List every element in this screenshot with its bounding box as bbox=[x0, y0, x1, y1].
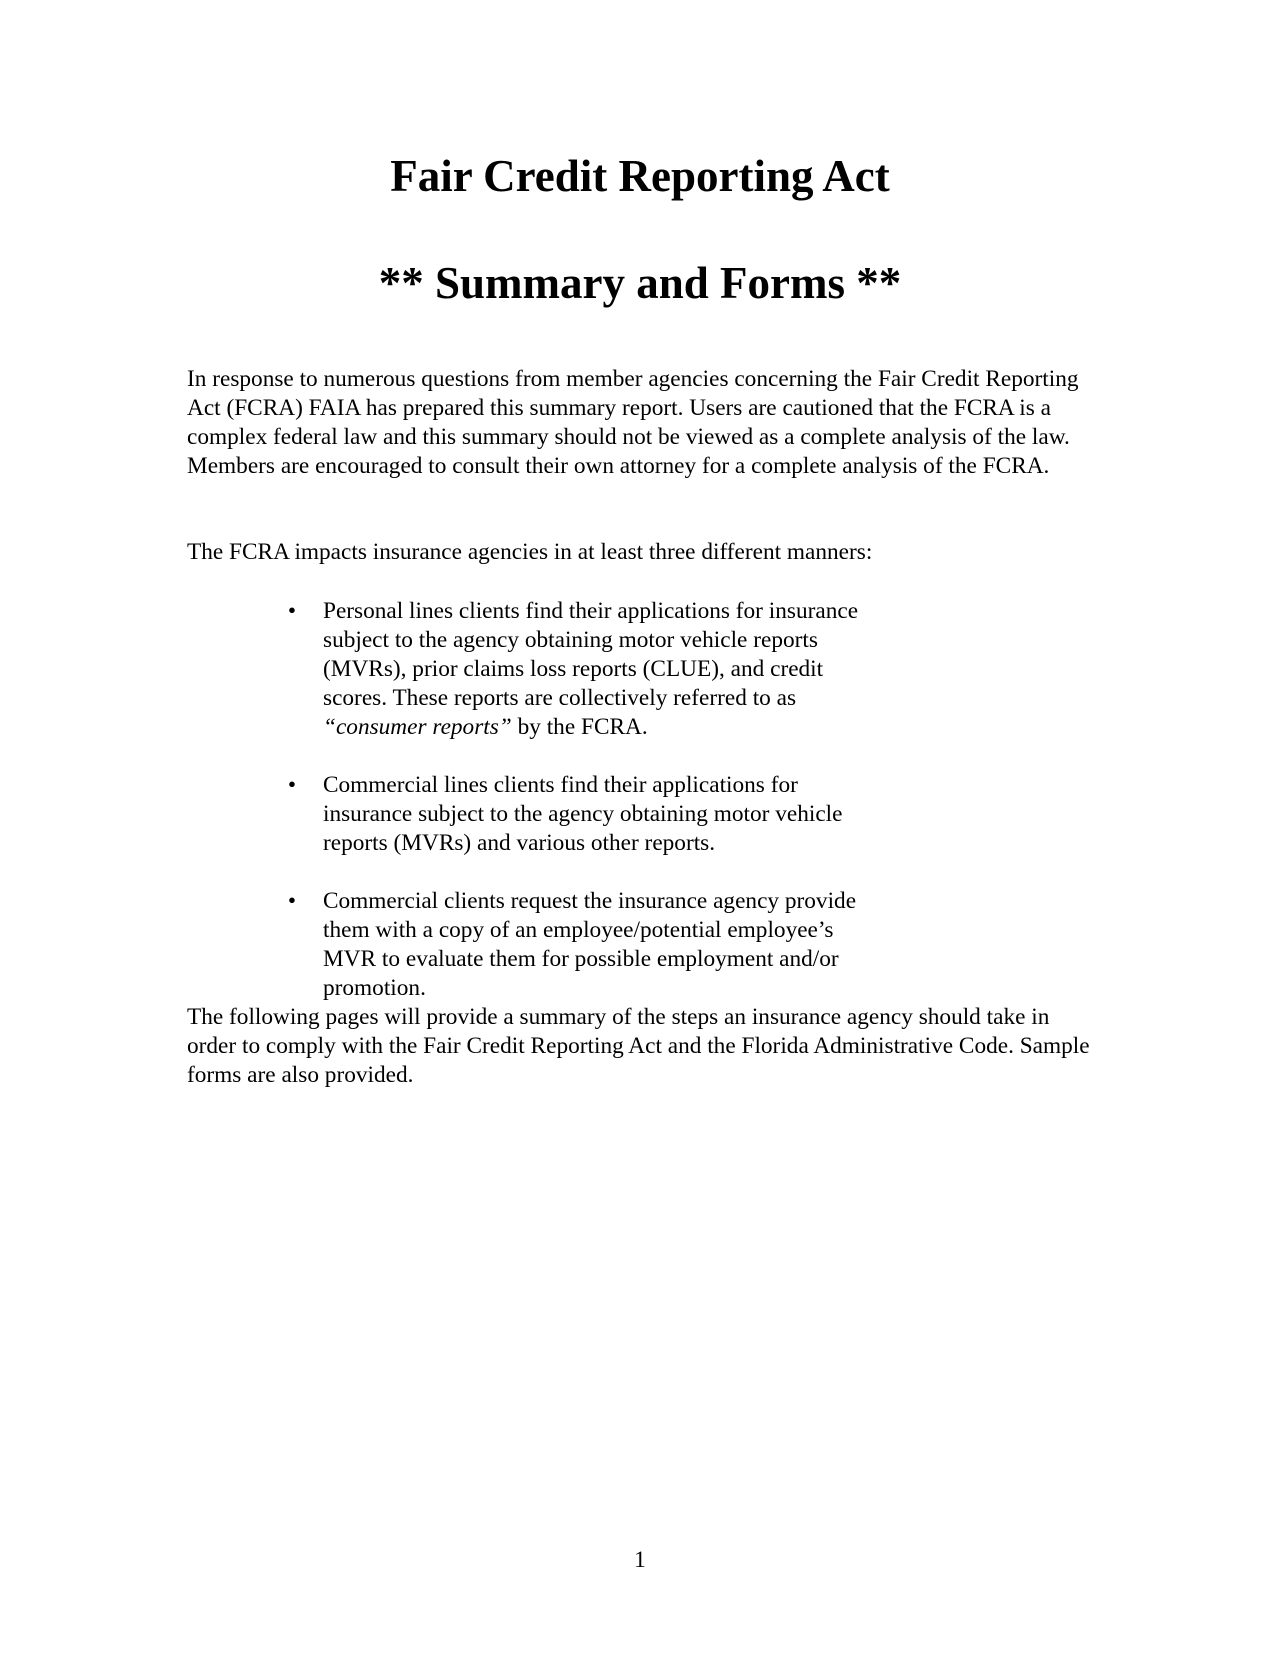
bullet-icon: • bbox=[287, 888, 297, 914]
page-number: 1 bbox=[634, 1547, 646, 1573]
list-item-text-end: by the FCRA. bbox=[511, 714, 648, 740]
list-item-text: Commercial lines clients find their applications for insurance subject to the agency obtaining motor vehicle reports (MVRs) and various other reports. bbox=[323, 772, 843, 856]
bullet-icon: • bbox=[287, 598, 297, 624]
lead-paragraph: The FCRA impacts insurance agencies in at least three different manners: bbox=[187, 539, 873, 565]
list-item bbox=[187, 771, 883, 858]
list-item-emphasis: “consumer reports” bbox=[323, 714, 512, 740]
list-item-text: Personal lines clients find their applications for insurance subject to the agency obtaining motor vehicle reports (MVRs), prior claims loss reports (CLUE), and credit scores. These reports are collectively referred to as bbox=[323, 598, 859, 711]
list-item bbox=[187, 597, 883, 742]
list-item-text: Commercial clients request the insurance agency provide them with a copy of an employee/potential employee’s MVR to evaluate them for possible employment and/or promotion. bbox=[323, 888, 857, 1001]
impact-list bbox=[187, 597, 1097, 1003]
bullet-icon: • bbox=[287, 772, 297, 798]
closing-paragraph: The following pages will provide a summary of the steps an insurance agency should take in order to comply with the Fair Credit Reporting Act and the Florida Administrative Code. Sample forms are also provided. bbox=[187, 1004, 1090, 1088]
intro-paragraph: In response to numerous questions from member agencies concerning the Fair Credit Reporting Act (FCRA) FAIA has prepared this summary report. Users are cautioned that the FCRA is a complex federal law and this summary should not be viewed as a complete analysis of the law. Members are encouraged to consult their own attorney for a complete analysis of the FCRA. bbox=[187, 366, 1079, 479]
page-subtitle: ** Summary and Forms ** bbox=[378, 258, 902, 308]
page-title: Fair Credit Reporting Act bbox=[390, 151, 890, 201]
list-item bbox=[187, 887, 883, 1003]
